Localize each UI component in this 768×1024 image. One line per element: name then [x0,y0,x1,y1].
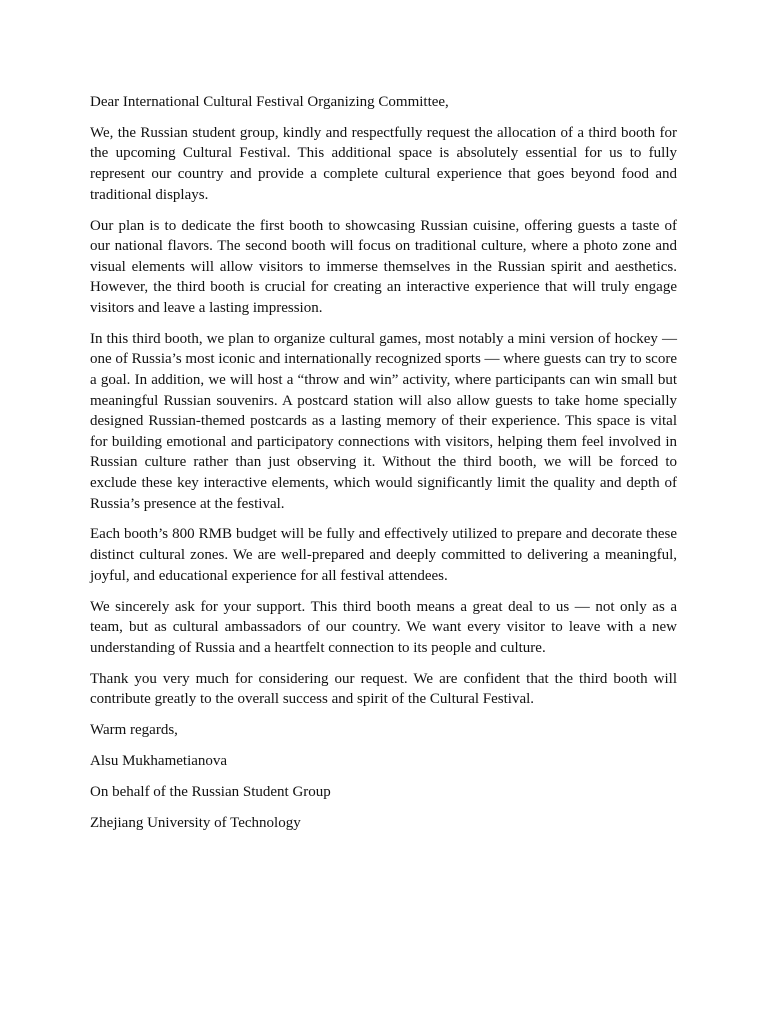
paragraph-booth-plan: Our plan is to dedicate the first booth to showcasing Russian cuisine, offering guests a taste of our national flavors. The second booth will focus on traditional culture, where a photo zone and visual elements will allow visitors to immerse themselves in the Russian spirit and aesthetics. However, the third booth is crucial for creating an interactive experience that will truly engage visitors and leave a lasting impression. [90,217,677,316]
paragraph-request: We, the Russian student group, kindly and respectfully request the allocation of a third booth for the upcoming Cultural Festival. This additional space is absolutely essential for us to fully represent our country and provide a complete cultural experience that goes beyond food and traditional displays. [90,124,677,203]
signer-organization: Zhejiang University of Technology [90,814,301,831]
signer-name: Alsu Mukhametianova [90,753,228,769]
paragraph-support: We sincerely ask for your support. This third booth means a great deal to us — not only as a team, but as cultural ambassadors of our country. We want every visitor to leave with a new understanding of Russia and a heartfelt connection to its people and culture. [90,598,677,656]
signer-role: On behalf of the Russian Student Group [90,783,331,800]
closing: Warm regards, [90,722,178,739]
letter-body [90,92,677,844]
paragraph-budget: Each booth’s 800 RMB budget will be fully and effectively utilized to prepare and decorate these distinct cultural zones. We are well-prepared and deeply committed to delivering a meaningful, joyful, and educational experience for all festival attendees. [90,526,677,584]
paragraph-thanks: Thank you very much for considering our request. We are confident that the third booth will contribute greatly to the overall success and spirit of the Cultural Festival. [90,670,677,708]
salutation: Dear International Cultural Festival Organizing Committee, [90,94,449,110]
paragraph-third-booth: In this third booth, we plan to organize cultural games, most notably a mini version of hockey — one of Russia’s most iconic and internationally recognized sports — where guests can try to score a goal. In addition, we will host a “throw and win” activity, where participants can win small but meaningful Russian souvenirs. A postcard station will also allow guests to take home specially designed Russian-themed postcards as a lasting memory of their experience. This space is vital for building emotional and participatory connections with visitors, helping them feel involved in Russian culture rather than just observing it. Without the third booth, we will be forced to exclude these key interactive elements, which would significantly limit the quality and depth of Russia’s presence at the festival. [90,330,677,512]
